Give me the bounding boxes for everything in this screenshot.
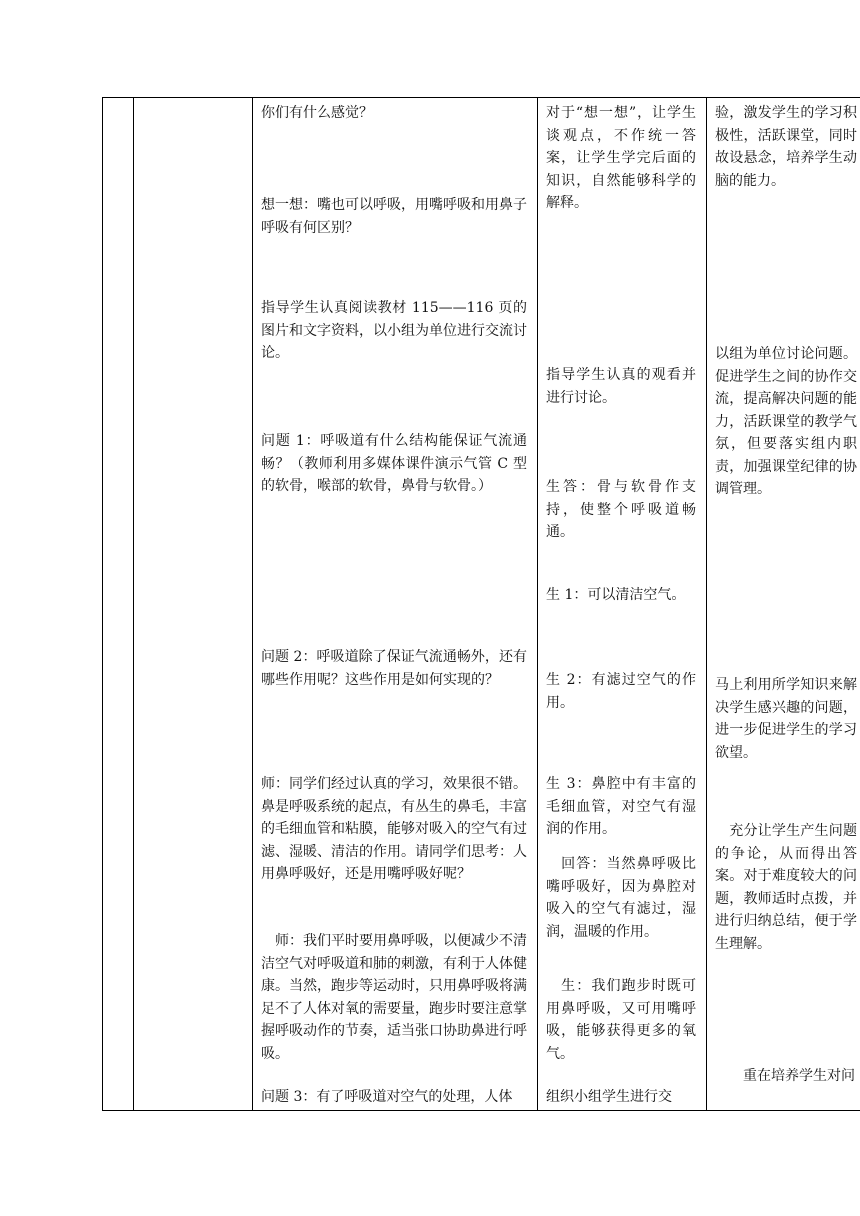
student-text-2: 指导学生认真的观看并进行讨论。 bbox=[546, 367, 696, 406]
student-activity-column bbox=[538, 98, 707, 1111]
index-column bbox=[103, 98, 134, 1111]
teacher-text-3: 指导学生认真阅读教材 115——116 页的图片和文字资料，以小组为单位进行交流讨论。 bbox=[261, 300, 527, 361]
student-text-8: 生：我们跑步时既可用鼻呼吸，又可用嘴呼吸，能够获得更多的氧气。 bbox=[546, 978, 696, 1062]
student-text-3: 生答：骨与软骨作支持，使整个呼吸道畅通。 bbox=[546, 479, 696, 540]
intent-text-3: 马上利用所学知识来解决学生感兴趣的问题，进一步促进学生的学习欲望。 bbox=[715, 677, 857, 761]
teacher-text-8: 问题 3：有了呼吸道对空气的处理，人体 bbox=[261, 1089, 513, 1105]
teacher-text-7: 师：我们平时要用鼻呼吸，以便减少不清洁空气对呼吸道和肺的刺激，有利于人体健康。当然，跑步等运动时，只用鼻呼吸将满足不了人体对氧的需要量，跑步时要注意掌握呼吸动作的节奏，适当张口协助鼻进行呼吸。 bbox=[261, 933, 527, 1062]
student-text-6: 生 3：鼻腔中有丰富的毛细血管，对空气有湿润的作用。 bbox=[546, 776, 696, 837]
teacher-text-2: 想一想：嘴也可以呼吸，用嘴呼吸和用鼻子呼吸有何区别？ bbox=[261, 197, 527, 236]
teacher-text-6: 师：同学们经过认真的学习，效果很不错。鼻是呼吸系统的起点，有丛生的鼻毛，丰富的毛细血管和粘膜，能够对吸入的空气有过滤、湿暖、清洁的作用。请同学们思考：人用鼻呼吸好，还是用嘴呼吸好呢？ bbox=[261, 776, 527, 882]
teacher-text-1: 你们有什么感觉？ bbox=[261, 105, 373, 121]
student-text-4: 生 1：可以清洁空气。 bbox=[546, 587, 686, 603]
teacher-activity-column bbox=[253, 98, 538, 1111]
intent-text-1: 验，激发学生的学习积极性，活跃课堂，同时故设悬念，培养学生动脑的能力。 bbox=[715, 105, 857, 189]
student-text-7: 回答：当然鼻呼吸比嘴呼吸好，因为鼻腔对吸入的空气有滤过，湿润，温暖的作用。 bbox=[546, 856, 696, 940]
intent-text-2: 以组为单位讨论问题。促进学生之间的协作交流，提高解决问题的能力，活跃课堂的教学气氛，但要落实组内职责，加强课堂纪律的协调管理。 bbox=[715, 346, 857, 497]
student-text-1: 对于“想一想”，让学生谈观点，不作统一答案，让学生学完后面的知识，自然能够科学的解释。 bbox=[546, 105, 696, 211]
intent-text-4: 充分让学生产生问题的争论，从而得出答案。对于难度较大的问题，教师适时点拨，并进行归纳总结，便于学生理解。 bbox=[715, 823, 857, 952]
section-column bbox=[134, 98, 253, 1111]
design-intent-column bbox=[707, 98, 860, 1111]
teacher-text-4: 问题 1：呼吸道有什么结构能保证气流通畅？（教师利用多媒体课件演示气管 C 型的软骨，喉部的软骨，鼻骨与软骨。） bbox=[261, 433, 527, 494]
intent-text-5: 重在培养学生对问 bbox=[715, 1068, 855, 1084]
lesson-plan-table bbox=[102, 97, 860, 1111]
student-text-5: 生 2：有滤过空气的作用。 bbox=[546, 672, 696, 711]
table-row bbox=[103, 98, 860, 1111]
student-text-9: 组织小组学生进行交 bbox=[546, 1089, 672, 1105]
teacher-text-5: 问题 2：呼吸道除了保证气流通畅外，还有哪些作用呢？这些作用是如何实现的？ bbox=[261, 649, 527, 688]
